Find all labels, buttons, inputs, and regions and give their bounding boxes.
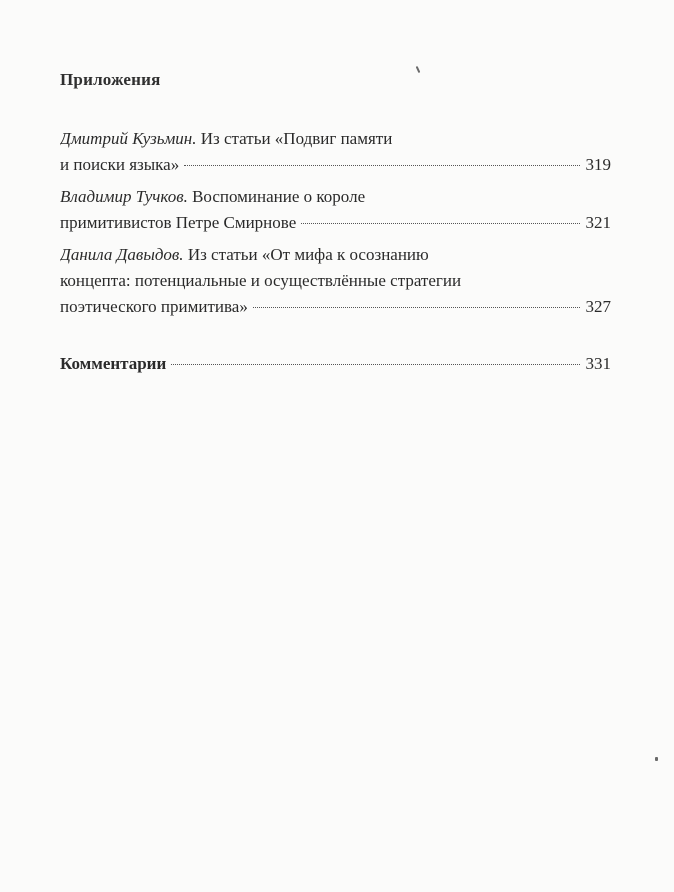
page-number: 327	[585, 297, 611, 316]
entry-author: Данила Давыдов.	[60, 245, 184, 264]
dot-leader	[253, 307, 580, 308]
page-number: 321	[585, 213, 611, 232]
table-of-contents	[60, 126, 611, 320]
entry-first-line	[60, 184, 611, 210]
dot-leader	[301, 223, 579, 224]
entry-title-start: Воспоминание о короле	[187, 187, 366, 206]
paper-speck	[655, 757, 658, 761]
paper-speck	[416, 66, 421, 73]
page-number: 319	[585, 155, 611, 174]
entry-first-line	[60, 126, 611, 152]
dot-leader	[184, 165, 579, 166]
toc-entry	[60, 242, 611, 320]
comments-title: Комментарии	[60, 354, 167, 373]
entry-title-start: Из статьи «Подвиг памяти	[196, 129, 393, 148]
page-number: 331	[585, 354, 611, 373]
toc-entry	[60, 126, 611, 178]
section-heading: Приложения	[60, 70, 161, 89]
entry-title-end: примитивистов Петре Смирнове	[60, 213, 297, 232]
entry-last-line	[60, 351, 611, 377]
dot-leader	[171, 364, 579, 365]
entry-last-line	[60, 294, 611, 320]
entry-author: Владимир Тучков.	[60, 187, 188, 206]
entry-last-line	[60, 152, 611, 178]
entry-title-end: и поиски языка»	[60, 155, 180, 174]
toc-entry	[60, 184, 611, 236]
entry-title-end: поэтического примитива»	[60, 297, 248, 316]
entry-title-start: Из статьи «От мифа к осознанию	[183, 245, 429, 264]
toc-entry-comments	[60, 351, 611, 377]
entry-author: Дмитрий Кузьмин.	[60, 129, 197, 148]
entry-middle-line: концепта: потенциальные и осуществлённые стратегии	[60, 271, 462, 290]
entry-first-line	[60, 242, 611, 268]
entry-last-line	[60, 210, 611, 236]
